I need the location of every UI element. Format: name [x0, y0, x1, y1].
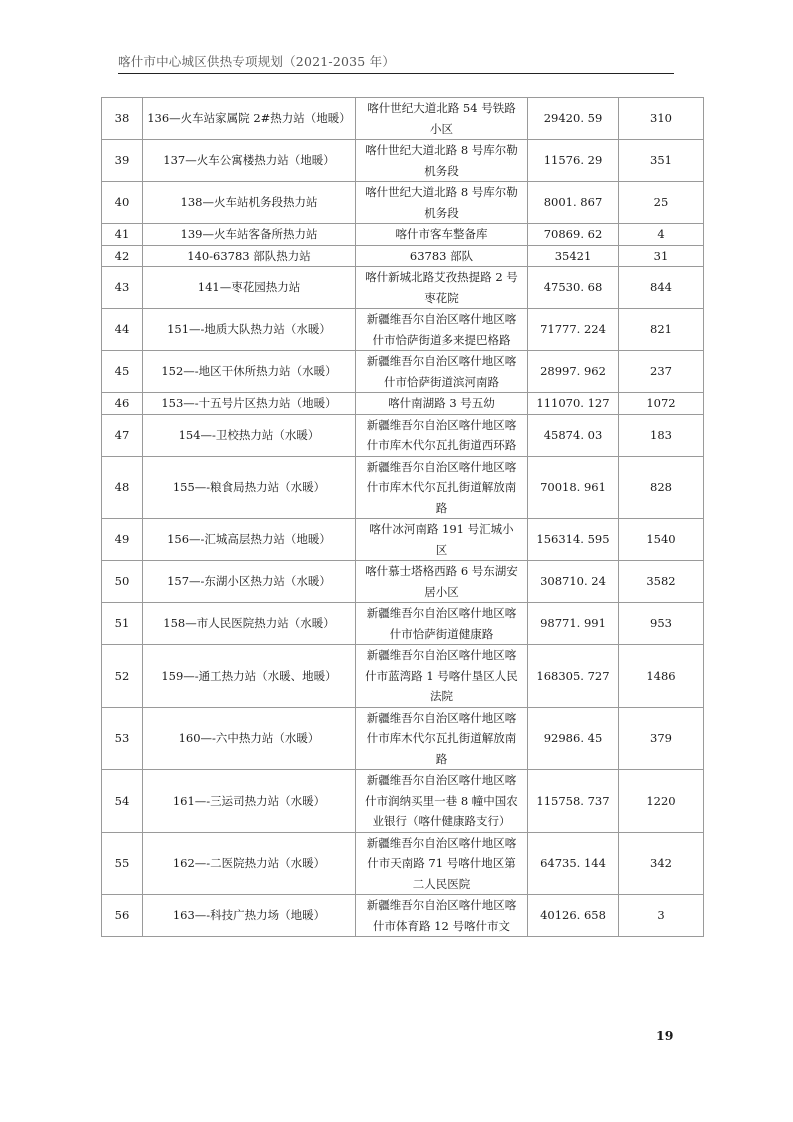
station-name-cell: 158—市人民医院热力站（水暖）	[143, 603, 356, 645]
household-count-cell: 1540	[619, 519, 704, 561]
row-number-cell: 41	[102, 224, 143, 246]
heat-station-table	[101, 97, 704, 937]
page-number: 19	[656, 1028, 674, 1043]
address-cell: 喀什市客车整备库	[356, 224, 528, 246]
household-count-cell: 828	[619, 456, 704, 519]
household-count-cell: 3582	[619, 561, 704, 603]
household-count-cell: 821	[619, 309, 704, 351]
heating-area-cell: 28997. 962	[528, 351, 619, 393]
heating-area-cell: 98771. 991	[528, 603, 619, 645]
station-name-cell: 155—-粮食局热力站（水暖）	[143, 456, 356, 519]
address-cell: 新疆维吾尔自治区喀什地区喀什市蓝湾路 1 号喀什垦区人民法院	[356, 645, 528, 708]
heating-area-cell: 47530. 68	[528, 267, 619, 309]
table-row	[102, 770, 704, 833]
row-number-cell: 51	[102, 603, 143, 645]
row-number-cell: 44	[102, 309, 143, 351]
household-count-cell: 844	[619, 267, 704, 309]
household-count-cell: 1486	[619, 645, 704, 708]
station-name-cell: 153—-十五号片区热力站（地暖）	[143, 393, 356, 415]
station-name-cell: 163—-科技广热力场（地暖）	[143, 895, 356, 937]
row-number-cell: 45	[102, 351, 143, 393]
heating-area-cell: 35421	[528, 245, 619, 267]
heating-area-cell: 29420. 59	[528, 98, 619, 140]
heating-area-cell: 308710. 24	[528, 561, 619, 603]
household-count-cell: 1072	[619, 393, 704, 415]
row-number-cell: 49	[102, 519, 143, 561]
heating-area-cell: 156314. 595	[528, 519, 619, 561]
address-cell: 喀什世纪大道北路 54 号铁路小区	[356, 98, 528, 140]
station-name-cell: 152—-地区干休所热力站（水暖）	[143, 351, 356, 393]
address-cell: 喀什新城北路艾孜热提路 2 号枣花院	[356, 267, 528, 309]
row-number-cell: 55	[102, 832, 143, 895]
heating-area-cell: 8001. 867	[528, 182, 619, 224]
table-row	[102, 707, 704, 770]
address-cell: 新疆维吾尔自治区喀什地区喀什市体育路 12 号喀什市文	[356, 895, 528, 937]
address-cell: 新疆维吾尔自治区喀什地区喀什市库木代尔瓦扎街道西环路	[356, 414, 528, 456]
address-cell: 喀什世纪大道北路 8 号库尔勒机务段	[356, 182, 528, 224]
household-count-cell: 351	[619, 140, 704, 182]
station-name-cell: 138—火车站机务段热力站	[143, 182, 356, 224]
table-body	[102, 98, 704, 937]
row-number-cell: 47	[102, 414, 143, 456]
header-divider	[118, 73, 674, 74]
table-row	[102, 414, 704, 456]
table-row	[102, 895, 704, 937]
heating-area-cell: 71777. 224	[528, 309, 619, 351]
household-count-cell: 310	[619, 98, 704, 140]
table-row	[102, 267, 704, 309]
heating-area-cell: 111070. 127	[528, 393, 619, 415]
table-row	[102, 224, 704, 246]
row-number-cell: 54	[102, 770, 143, 833]
table-row	[102, 561, 704, 603]
station-name-cell: 139—火车站客备所热力站	[143, 224, 356, 246]
station-name-cell: 160—-六中热力站（水暖）	[143, 707, 356, 770]
table-row	[102, 351, 704, 393]
table-row	[102, 832, 704, 895]
station-name-cell: 159—-通工热力站（水暖、地暖）	[143, 645, 356, 708]
address-cell: 新疆维吾尔自治区喀什地区喀什市润纳买里一巷 8 幢中国农业银行（喀什健康路支行）	[356, 770, 528, 833]
station-name-cell: 137—火车公寓楼热力站（地暖）	[143, 140, 356, 182]
heating-area-cell: 11576. 29	[528, 140, 619, 182]
row-number-cell: 39	[102, 140, 143, 182]
address-cell: 新疆维吾尔自治区喀什地区喀什市库木代尔瓦扎街道解放南路	[356, 456, 528, 519]
heating-area-cell: 92986. 45	[528, 707, 619, 770]
household-count-cell: 379	[619, 707, 704, 770]
station-name-cell: 151—-地质大队热力站（水暖）	[143, 309, 356, 351]
address-cell: 新疆维吾尔自治区喀什地区喀什市天南路 71 号喀什地区第二人民医院	[356, 832, 528, 895]
page-header-title: 喀什市中心城区供热专项规划（2021-2035 年）	[118, 54, 396, 69]
station-name-cell: 141—枣花园热力站	[143, 267, 356, 309]
heating-area-cell: 40126. 658	[528, 895, 619, 937]
row-number-cell: 53	[102, 707, 143, 770]
heating-area-cell: 115758. 737	[528, 770, 619, 833]
row-number-cell: 50	[102, 561, 143, 603]
station-name-cell: 136—火车站家属院 2#热力站（地暖）	[143, 98, 356, 140]
household-count-cell: 342	[619, 832, 704, 895]
heating-area-cell: 168305. 727	[528, 645, 619, 708]
row-number-cell: 52	[102, 645, 143, 708]
row-number-cell: 40	[102, 182, 143, 224]
heating-area-cell: 45874. 03	[528, 414, 619, 456]
station-name-cell: 162—-二医院热力站（水暖）	[143, 832, 356, 895]
heating-area-cell: 70869. 62	[528, 224, 619, 246]
household-count-cell: 4	[619, 224, 704, 246]
station-name-cell: 154—-卫校热力站（水暖）	[143, 414, 356, 456]
household-count-cell: 1220	[619, 770, 704, 833]
row-number-cell: 56	[102, 895, 143, 937]
heating-area-cell: 64735. 144	[528, 832, 619, 895]
row-number-cell: 43	[102, 267, 143, 309]
address-cell: 新疆维吾尔自治区喀什地区喀什市恰萨街道多来提巴格路	[356, 309, 528, 351]
table-row	[102, 519, 704, 561]
station-name-cell: 156—-汇城高层热力站（地暖）	[143, 519, 356, 561]
station-name-cell: 140-63783 部队热力站	[143, 245, 356, 267]
address-cell: 63783 部队	[356, 245, 528, 267]
table-row	[102, 456, 704, 519]
row-number-cell: 48	[102, 456, 143, 519]
address-cell: 喀什冰河南路 191 号汇城小区	[356, 519, 528, 561]
heating-area-cell: 70018. 961	[528, 456, 619, 519]
row-number-cell: 42	[102, 245, 143, 267]
household-count-cell: 953	[619, 603, 704, 645]
row-number-cell: 38	[102, 98, 143, 140]
address-cell: 新疆维吾尔自治区喀什地区喀什市恰萨街道健康路	[356, 603, 528, 645]
household-count-cell: 3	[619, 895, 704, 937]
household-count-cell: 237	[619, 351, 704, 393]
household-count-cell: 31	[619, 245, 704, 267]
address-cell: 喀什南湖路 3 号五幼	[356, 393, 528, 415]
table-row	[102, 645, 704, 708]
table-row	[102, 309, 704, 351]
household-count-cell: 183	[619, 414, 704, 456]
table-row	[102, 393, 704, 415]
household-count-cell: 25	[619, 182, 704, 224]
station-name-cell: 157—-东湖小区热力站（水暖）	[143, 561, 356, 603]
address-cell: 新疆维吾尔自治区喀什地区喀什市库木代尔瓦扎街道解放南路	[356, 707, 528, 770]
address-cell: 喀什慕士塔格西路 6 号东湖安居小区	[356, 561, 528, 603]
row-number-cell: 46	[102, 393, 143, 415]
table-row	[102, 603, 704, 645]
table-row	[102, 245, 704, 267]
station-name-cell: 161—-三运司热力站（水暖）	[143, 770, 356, 833]
address-cell: 新疆维吾尔自治区喀什地区喀什市恰萨街道滨河南路	[356, 351, 528, 393]
table-row	[102, 98, 704, 140]
table-row	[102, 140, 704, 182]
address-cell: 喀什世纪大道北路 8 号库尔勒机务段	[356, 140, 528, 182]
table-row	[102, 182, 704, 224]
